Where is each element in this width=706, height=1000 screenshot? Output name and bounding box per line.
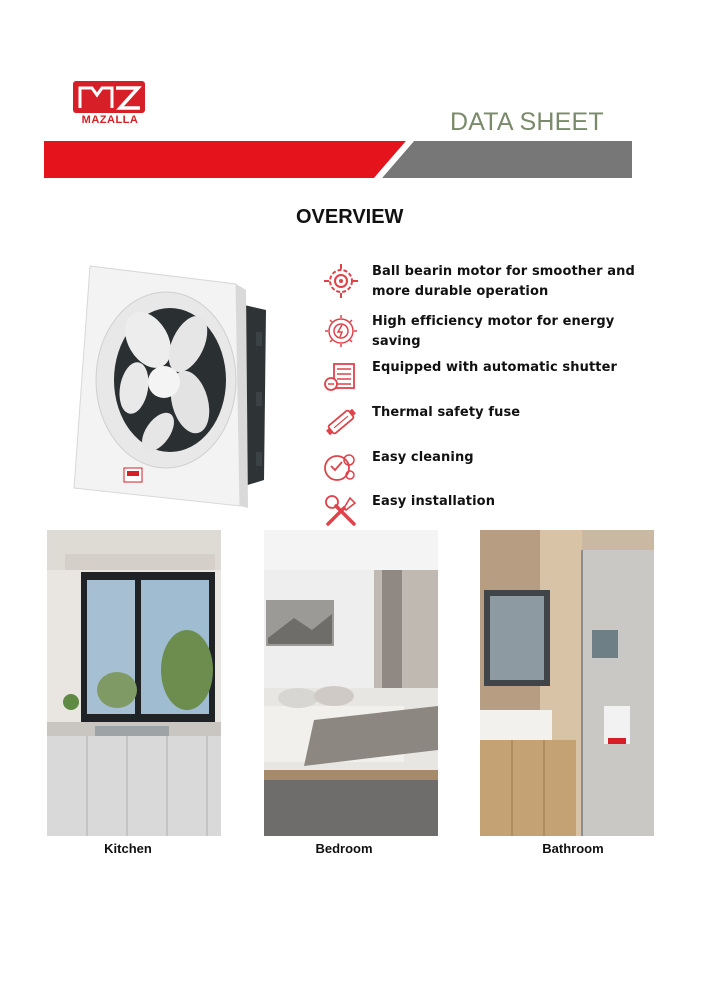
- header-band: [44, 141, 632, 178]
- feature-item: [322, 492, 652, 530]
- exhaust-fan-image: [70, 262, 280, 520]
- overview-heading: OVERVIEW: [296, 206, 404, 228]
- feature-item: [322, 262, 652, 302]
- page-title: DATA SHEET: [450, 108, 604, 136]
- fuse-icon: [322, 403, 360, 441]
- feature-text: Easy cleaning: [372, 450, 474, 465]
- feature-text: Thermal safety fuse: [372, 405, 521, 420]
- feature-text: Equipped with automatic shutter: [372, 360, 618, 375]
- feature-item: [322, 448, 652, 486]
- bedroom-photo: [264, 530, 438, 836]
- feature-text: Easy installation: [372, 494, 496, 509]
- shutter-icon: [322, 358, 360, 396]
- feature-item: [322, 403, 652, 441]
- bathroom-caption: Bathroom: [542, 841, 604, 856]
- feature-item: [322, 358, 652, 396]
- feature-text: High efficiency motor for energy saving: [372, 314, 615, 349]
- cleaning-icon: [322, 448, 360, 486]
- feature-item: [322, 312, 652, 352]
- energy-saving-icon: [322, 312, 360, 350]
- tools-icon: [322, 492, 360, 530]
- bedroom-caption: Bedroom: [315, 841, 373, 856]
- feature-text: Ball bearin motor for smoother and more durable operation: [372, 264, 635, 299]
- kitchen-caption: Kitchen: [104, 841, 152, 856]
- motor-gear-icon: [322, 262, 360, 300]
- kitchen-photo: [47, 530, 221, 836]
- brand-name: MAZALLA: [81, 114, 139, 126]
- bathroom-photo: [480, 530, 654, 836]
